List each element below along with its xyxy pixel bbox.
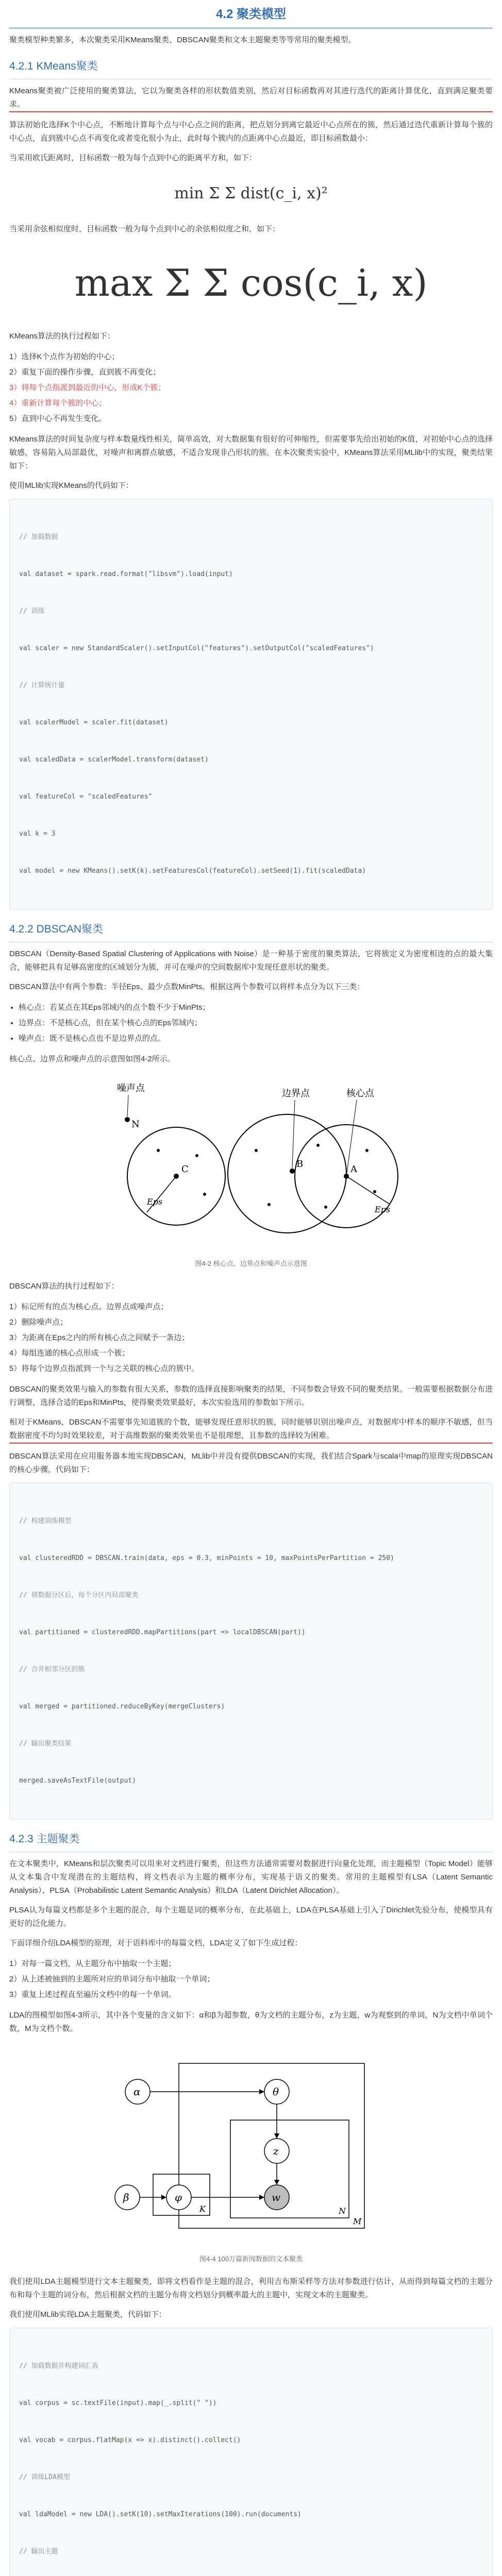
list-item: 1）标记所有的点为核心点、边界点或噪声点； <box>9 1302 169 1311</box>
label-core: 核心点 <box>346 1088 374 1099</box>
kmeans-paragraph-5: KMeans算法的时间复杂度与样本数量线性相关，简单高效，对大数据集有很好的可伸缩性，但需要事先给出初始的K值，对初始中心点的选择敏感，容易陷入局部最优，对噪声和离群点敏感，不适合发现非凸形状的簇。在本次聚类实验中，KMeans算法采用MLlib中的实现，聚类结果如下： <box>9 435 493 470</box>
page-title: 4.2 聚类模型 <box>215 7 287 21</box>
label-b: B <box>296 1159 304 1170</box>
point-a <box>344 1174 349 1179</box>
point <box>267 1203 271 1206</box>
list-item: • 核心点：若某点在其Eps邻域内的点个数不少于MinPts； <box>19 1000 493 1015</box>
lda-diagram <box>107 2043 395 2239</box>
label-noise: 噪声点 <box>117 1083 145 1094</box>
label-eps-right: Eps <box>375 1205 391 1214</box>
kmeans-steps-intro: KMeans算法的执行过程如下： <box>9 332 115 341</box>
label-theta: θ <box>273 2086 279 2098</box>
arrowhead <box>274 2133 279 2139</box>
dbscan-diagram <box>86 1073 416 1243</box>
label-beta: β <box>123 2191 129 2204</box>
arrowhead <box>259 2089 264 2094</box>
code-line: val dataset = spark.read.format("libsvm").load(input) <box>19 570 233 578</box>
point <box>157 1149 160 1152</box>
leader-line <box>292 1100 295 1168</box>
label-a: A <box>350 1164 357 1175</box>
dbscan-paragraph-1: DBSCAN（Density-Based Spatial Clustering of Applications with Noise）是一种基于密度的聚类算法，它将簇定义为密度相连的点的最大集合，能够把具有足够高密度的区域划分为簇，并可在噪声的空间数据库中发现任意形状的聚类。 <box>9 950 493 972</box>
kmeans-paragraph-4: 当采用余弦相似度时，目标函数一般为每个点到中心的余弦相似度之和，如下： <box>9 225 280 233</box>
dbscan-paragraph-5: DBSCAN的聚类效果与输入的参数有很大关系，参数的选择直接影响聚类的结果，不同参数会导致不同的聚类结果。一般需要根据数据分布进行调整，选择合适的Eps和MinPts，使得聚类效果最好，本次实验选用的参数如下所示。 <box>9 1385 493 1407</box>
list-item: 2）从上述被抽到的主题所对应的单词分布中抽取一个单词； <box>9 1975 215 1984</box>
label-m: M <box>353 2216 362 2226</box>
code-line: val merged = partitioned.reduceByKey(mergeClusters) <box>19 1703 225 1710</box>
topic-paragraph-4: LDA的图模型如图4-3所示，其中各个变量的含义如下：α和β为超参数，θ为文档的主题分布，z为主题，w为观察到的单词，N为文档中单词个数，M为文档个数。 <box>9 2011 493 2033</box>
list-item: 1）对每一篇文档，从主题分布中抽取一个主题； <box>9 1959 176 1968</box>
kmeans-code-block[interactable] <box>9 499 493 910</box>
point <box>316 1144 320 1147</box>
list-item: 3）为距离在Eps之内的所有核心点之间赋予一条边； <box>9 1333 190 1342</box>
list-item: 1）选择K个点作为初始的中心； <box>9 352 120 361</box>
dbscan-bullets <box>19 1000 493 1046</box>
dbscan-heading: 4.2.2 DBSCAN聚类 <box>9 923 104 935</box>
label-phi: φ <box>175 2191 182 2204</box>
kmeans-paragraph-6: 使用MLlib实现KMeans的代码如下： <box>9 481 133 490</box>
intro-paragraph: 聚类模型种类繁多，本次聚类采用KMeans聚类、DBSCAN聚类和文本主题聚类等等常用的聚类模型。 <box>9 36 356 44</box>
dbscan-paragraph-3: 核心点、边界点和噪声点的示意图如图4-2所示。 <box>9 1055 175 1063</box>
point <box>203 1193 206 1196</box>
arrowhead <box>274 2180 279 2185</box>
code-line: // 加载数据并构建词汇表 <box>19 2362 98 2370</box>
code-line: val model = new KMeans().setK(k).setFeaturesCol(featureCol).setSeed(1).fit(scaledData) <box>19 867 366 875</box>
eps-radius-left <box>147 1176 176 1212</box>
dbscan-paragraph-6: 相对于KMeans，DBSCAN不需要事先知道簇的个数，能够发现任意形状的簇，同时能够识别出噪声点，对数据库中样本的顺序不敏感，但当数据密度不均匀时效果较差，对于高维数据的聚类效果也不是很理想，且参数的选择较为困难。 <box>9 1416 493 1444</box>
topic-paragraph-5: 我们使用LDA主题模型进行文本主题聚类，即将文档看作是主题的混合，利用吉布斯采样等方法对参数进行估计，从而得到每篇文档的主题分布和每个主题的词分布，然后根据文档的主题分布将文档划分到概率最大的主题中，实现文本的主题聚类。 <box>9 2277 493 2299</box>
point <box>255 1149 258 1152</box>
plate-n <box>230 2120 349 2218</box>
eps-radius-right <box>346 1176 390 1205</box>
point <box>195 1154 198 1157</box>
code-line: // 输出主题 <box>19 2548 58 2555</box>
code-line: val scaledData = scalerModel.transform(dataset) <box>19 756 209 764</box>
code-line: val partitioned = clusteredRDD.mapPartitions(part => localDBSCAN(part)) <box>19 1629 306 1636</box>
figure-caption: 图4-4 100万篇新闻数据的文本聚类 <box>199 2255 303 2263</box>
leader-line <box>127 1095 128 1116</box>
topic-paragraph-1: 在文本聚类中，KMeans和层次聚类可以用来对文档进行聚类，但这些方法通常需要对数据进行向量化处理，而主题模型（Topic Model）能够从文本集合中发现潜在的主题结构，将文档表示为主题的概率分布，实现基于语义的聚类。常用的主题模型有LSA（Latent Semantic Analysis）、PLSA（Probabilistic Latent Semantic Analysis）和LDA（Latent Dirichlet Allocation）。 <box>9 1859 493 1895</box>
dbscan-steps <box>9 1299 493 1377</box>
lda-code-block[interactable] <box>9 2328 493 2576</box>
code-line: // 输出聚类结果 <box>19 1740 72 1748</box>
kmeans-steps <box>9 349 493 427</box>
code-line: // 将数据分区后，每个分区内局部聚类 <box>19 1591 139 1599</box>
label-eps-left: Eps <box>147 1197 163 1207</box>
point <box>373 1190 376 1193</box>
list-item: • 边界点：不是核心点，但在某个核心点的Eps邻域内； <box>19 1015 493 1031</box>
code-line: val featureCol = "scaledFeatures" <box>19 793 153 801</box>
point-b <box>290 1168 295 1174</box>
code-line: merged.saveAsTextFile(output) <box>19 1777 136 1785</box>
topic-paragraph-6: 我们使用MLlib实现LDA主题聚类，代码如下： <box>9 2310 167 2319</box>
code-line: // 计算统计量 <box>19 682 65 689</box>
kmeans-heading: 4.2.1 KMeans聚类 <box>9 60 98 72</box>
list-item: 5）直到中心不再发生变化。 <box>9 414 107 423</box>
topic-heading: 4.2.3 主题聚类 <box>9 1833 80 1845</box>
code-line: // 构建训练模型 <box>19 1517 72 1525</box>
list-item: 3）将每个点指派到最近的中心，形成K个簇； <box>9 383 166 392</box>
topic-paragraph-3: 下面详细介绍LDA模型的原理，对于语料库中的每篇文档，LDA定义了如下生成过程： <box>9 1939 303 1947</box>
topic-paragraph-2: PLSA认为每篇文档都是多个主题的混合，每个主题是词的概率分布，在此基础上，LDA在PLSA基础上引入了Dirichlet先验分布，使模型具有更好的泛化能力。 <box>9 1906 493 1928</box>
label-n: N <box>131 1119 140 1130</box>
kmeans-paragraph-3: 当采用欧氏距离时，目标函数一般为每个点到中心的距离平方和，如下： <box>9 154 257 162</box>
topic-steps <box>9 1956 493 2003</box>
list-item: 4）重新计算每个簇的中心； <box>9 399 107 408</box>
formula-min: min Σ Σ dist(c_i, x)² <box>174 184 328 202</box>
lda-figure <box>9 2043 493 2243</box>
dbscan-paragraph-2: DBSCAN算法中有两个参数：半径Eps、最少点数MinPts。根据这两个参数可以将样本点分为以下三类： <box>9 982 365 991</box>
point-n <box>125 1117 130 1122</box>
arrowhead <box>161 2195 166 2200</box>
label-alpha: α <box>133 2086 141 2098</box>
label-w: w <box>272 2191 281 2204</box>
dbscan-code-block[interactable] <box>9 1483 493 1820</box>
dbscan-paragraph-4: DBSCAN算法的执行过程如下： <box>9 1282 119 1291</box>
leader-line <box>347 1100 357 1173</box>
list-item: 4）每组连通的核心点形成一个簇； <box>9 1349 130 1358</box>
point <box>365 1149 369 1152</box>
eps-circle-middle <box>228 1114 346 1233</box>
code-line: val scaler = new StandardScaler().setInputCol("features").setOutputCol("scaledFeatures") <box>19 645 374 652</box>
dbscan-paragraph-7: DBSCAN算法采用在应用服务器本地实现DBSCAN，MLlib中并没有提供DBSCAN的实现，我们结合Spark与scala中map的原理实现DBSCAN的核心步骤，代码如下： <box>9 1452 493 1474</box>
formula-max: max Σ Σ cos(c_i, x) <box>74 261 428 304</box>
code-line: val corpus = sc.textFile(input).map(_.split(" ")) <box>19 2399 217 2407</box>
list-item: • 噪声点：既不是核心点也不是边界点的点。 <box>19 1031 493 1046</box>
list-item: 5）将每个边界点指派到一个与之关联的核心点的簇中。 <box>9 1364 199 1373</box>
kmeans-paragraph-1: KMeans聚类被广泛使用的聚类算法，它以为聚类各样的形状数值类别，然后对目标函数再对其进行迭代的距离计算优化，直到满足聚类要求。 <box>9 84 493 112</box>
point <box>324 1206 327 1209</box>
arrowhead <box>259 2195 264 2200</box>
figure-caption: 图4-2 核心点、边界点和噪声点示意图 <box>195 1260 307 1267</box>
code-line: // 训练 <box>19 607 45 615</box>
kmeans-paragraph-2: 算法初始化选择K个中心点，不断地计算每个点与中心点之间的距离，把点划分到离它最近中心点所在的簇，然后通过迭代重新计算每个簇的中心点，直到簇中心点不再变化或者变化很小为止，此时每个簇内的点距离中心点最近，即目标函数最小： <box>9 121 493 143</box>
code-line: val vocab = corpus.flatMap(x => x).distinct().collect() <box>19 2436 241 2444</box>
label-border: 边界点 <box>282 1088 310 1099</box>
label-z: z <box>273 2145 279 2157</box>
code-line: val ldaModel = new LDA().setK(10).setMaxIterations(100).run(documents) <box>19 2511 302 2518</box>
list-item: 2）重复下面的操作步骤，直到簇不再变化； <box>9 368 161 377</box>
code-line: val k = 3 <box>19 830 56 838</box>
point-c <box>174 1174 179 1179</box>
code-line: // 合并相邻分区的簇 <box>19 1666 85 1673</box>
code-line: // 加载数据 <box>19 533 58 541</box>
dbscan-figure <box>9 1073 493 1248</box>
list-item: 2）删除噪声点； <box>9 1318 68 1327</box>
list-item: 3）重复上述过程直至遍历文档中的每一个单词。 <box>9 1990 176 1999</box>
code-line: // 训练LDA模型 <box>19 2473 70 2481</box>
label-c: C <box>181 1164 189 1175</box>
code-line: val clusteredRDD = DBSCAN.train(data, eps = 0.3, minPoints = 10, maxPointsPerPartition = 250) <box>19 1554 394 1562</box>
label-k: K <box>199 2204 206 2214</box>
label-n-plate: N <box>339 2206 346 2216</box>
code-line: val scalerModel = scaler.fit(dataset) <box>19 719 169 726</box>
